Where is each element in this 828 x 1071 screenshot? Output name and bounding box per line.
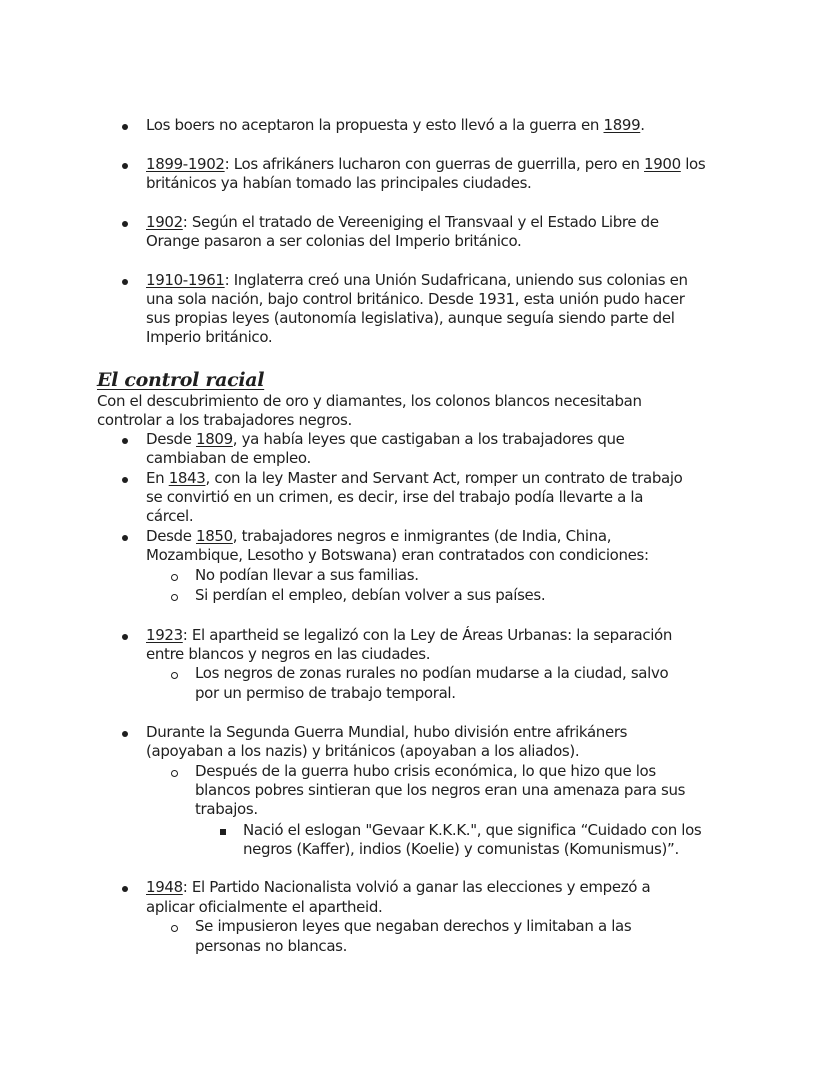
- list-item: 1902: Según el tratado de Vereeniging el Transvaal y el Estado Libre de: [146, 213, 659, 231]
- list-item: 1948: El Partido Nacionalista volvió a ganar las elecciones y empezó a: [146, 878, 651, 896]
- bullet-dot: [122, 886, 128, 892]
- sub-list-item-line: trabajos.: [195, 800, 258, 818]
- list-item-line: Mozambique, Lesotho y Botswana) eran contratados con condiciones:: [146, 546, 649, 564]
- bullet-dot: [122, 477, 128, 483]
- list-item-line: (apoyaban a los nazis) y británicos (apoyaban a los aliados).: [146, 742, 580, 760]
- list-item-line: cambiaban de empleo.: [146, 449, 311, 467]
- list-item-line: se convirtió en un crimen, es decir, irse del trabajo podía llevarte a la: [146, 488, 644, 506]
- sub-list-item-line: personas no blancas.: [195, 937, 348, 955]
- sub-list-item-line: por un permiso de trabajo temporal.: [195, 684, 456, 702]
- list-item: Los boers no aceptaron la propuesta y esto llevó a la guerra en 1899.: [146, 116, 645, 134]
- list-item-line: sus propias leyes (autonomía legislativa), aunque seguía siendo parte del: [146, 309, 675, 327]
- year-link: 1899: [603, 116, 641, 134]
- bullet-dot: [122, 634, 128, 640]
- list-item: Desde 1809, ya había leyes que castigaban a los trabajadores que: [146, 430, 625, 448]
- list-item-line: británicos ya habían tomado las principales ciudades.: [146, 174, 532, 192]
- bullet-dot: [122, 438, 128, 444]
- list-item: Durante la Segunda Guerra Mundial, hubo división entre afrikáners: [146, 723, 628, 741]
- bullet-dot: [122, 124, 128, 130]
- sub-list-item-line: blancos pobres sintieran que los negros eran una amenaza para sus: [195, 781, 686, 799]
- sub-bullet-ring: [171, 925, 178, 932]
- bullet-dot: [122, 535, 128, 541]
- sub-sub-bullet-square: [220, 829, 226, 835]
- sub-list-item: Después de la guerra hubo crisis económica, lo que hizo que los: [195, 762, 656, 780]
- paragraph-line: controlar a los trabajadores negros.: [97, 411, 352, 429]
- bullet-dot: [122, 221, 128, 227]
- bullet-dot: [122, 731, 128, 737]
- list-item: 1910-1961: Inglaterra creó una Unión Sudafricana, uniendo sus colonias en: [146, 271, 688, 289]
- list-item: En 1843, con la ley Master and Servant Act, romper un contrato de trabajo: [146, 469, 683, 487]
- list-item-line: cárcel.: [146, 507, 194, 525]
- list-item-line: Imperio británico.: [146, 328, 273, 346]
- list-item: 1923: El apartheid se legalizó con la Ley de Áreas Urbanas: la separación: [146, 626, 673, 644]
- bullet-dot: [122, 163, 128, 169]
- sub-list-item: Si perdían el empleo, debían volver a sus países.: [195, 586, 546, 604]
- list-item-line: entre blancos y negros en las ciudades.: [146, 645, 431, 663]
- sub-sub-list-item-line: negros (Kaffer), indios (Koelie) y comunistas (Komunismus)”.: [243, 840, 679, 858]
- sub-bullet-ring: [171, 574, 178, 581]
- sub-bullet-ring: [171, 672, 178, 679]
- sub-list-item: No podían llevar a sus familias.: [195, 566, 419, 584]
- list-item-line: Orange pasaron a ser colonias del Imperio británico.: [146, 232, 522, 250]
- list-item: 1899-1902: Los afrikáners lucharon con guerras de guerrilla, pero en 1900 los: [146, 155, 706, 173]
- list-item: Desde 1850, trabajadores negros e inmigrantes (de India, China,: [146, 527, 612, 545]
- sub-bullet-ring: [171, 594, 178, 601]
- paragraph-line: Con el descubrimiento de oro y diamantes, los colonos blancos necesitaban: [97, 392, 642, 410]
- sub-list-item: Los negros de zonas rurales no podían mudarse a la ciudad, salvo: [195, 664, 669, 682]
- section-heading: El control racial: [97, 369, 265, 391]
- list-item-line: aplicar oficialmente el apartheid.: [146, 898, 383, 916]
- list-item-line: una sola nación, bajo control británico. Desde 1931, esta unión pudo hacer: [146, 290, 685, 308]
- sub-sub-list-item: Nació el eslogan "Gevaar K.K.K.", que significa “Cuidado con los: [243, 821, 702, 839]
- sub-list-item: Se impusieron leyes que negaban derechos y limitaban a las: [195, 917, 632, 935]
- sub-bullet-ring: [171, 770, 178, 777]
- bullet-dot: [122, 279, 128, 285]
